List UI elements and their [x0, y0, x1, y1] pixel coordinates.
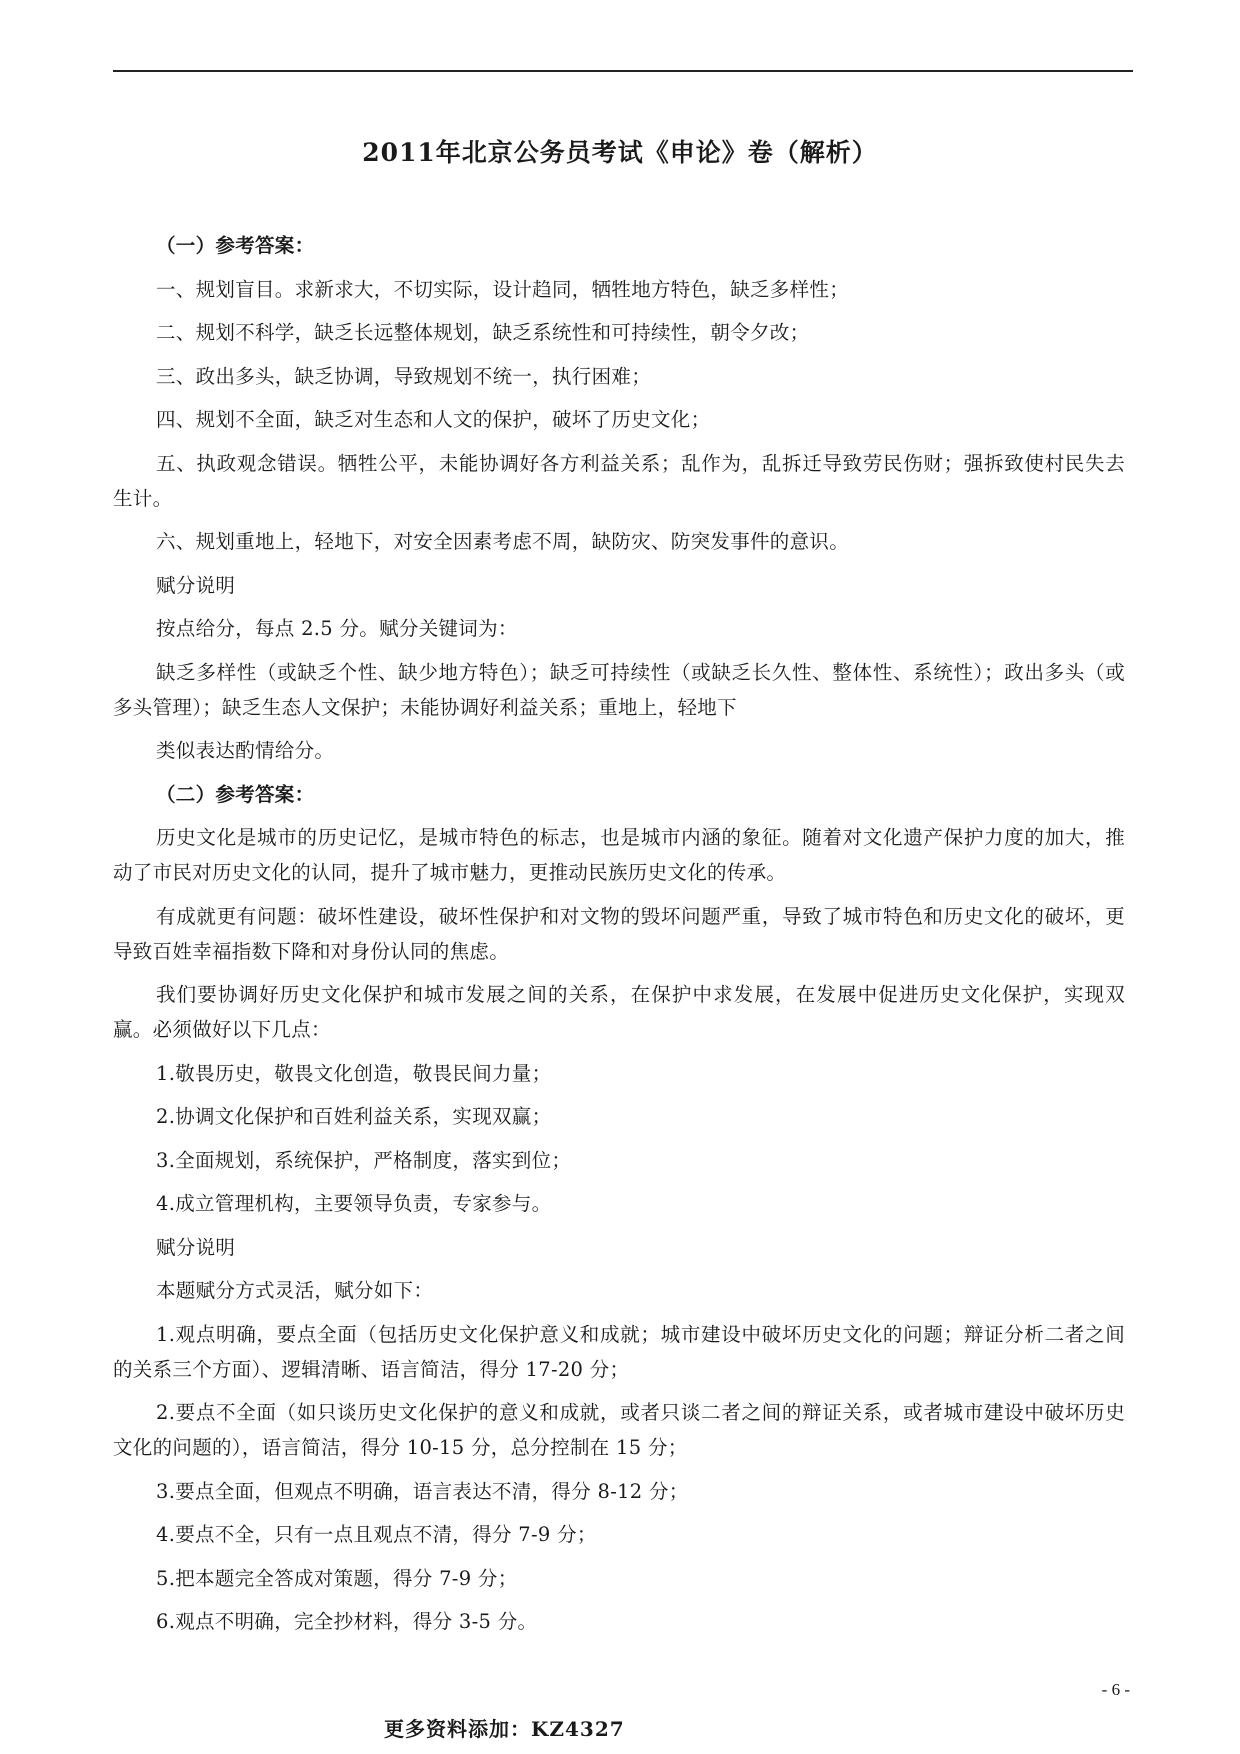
top-rule	[113, 70, 1133, 72]
section-heading-1: （一）参考答案：	[156, 234, 315, 257]
scoring-item: 4.要点不全，只有一点且观点不清，得分 7-9 分；	[156, 1523, 597, 1546]
scoring-item: 3.要点全面，但观点不明确，语言表达不清，得分 8-12 分；	[156, 1479, 689, 1503]
document-title: 2011年北京公务员考试《申论》卷（解析）	[362, 138, 878, 167]
scoring-label: 赋分说明	[156, 1235, 236, 1259]
scoring-item: 5.把本题完全答成对策题，得分 7-9 分；	[156, 1566, 518, 1590]
list-item: 2.协调文化保护和百姓利益关系，实现双赢；	[156, 1105, 552, 1128]
answer-point: 二、规划不科学，缺乏长远整体规划，缺乏系统性和可持续性，朝令夕改；	[156, 321, 810, 344]
scoring-item: 6.观点不明确，完全抄材料，得分 3-5 分。	[156, 1610, 538, 1633]
scoring-text: 按点给分，每点 2.5 分。赋分关键词为：	[156, 617, 518, 640]
scoring-keywords: 缺乏多样性（或缺乏个性、缺少地方特色）；缺乏可持续性（或缺乏长久性、整体性、系统性）；政出多头（或多头管理）；缺乏生态人文保护；未能协调好利益关系；重地上，轻地下	[113, 660, 1125, 719]
answer-paragraph: 我们要协调好历史文化保护和城市发展之间的关系，在保护中求发展，在发展中促进历史文化保护，实现双赢。必须做好以下几点：	[113, 983, 1125, 1041]
footer-note: 更多资料添加：KZ4327	[384, 1717, 625, 1741]
list-item: 4.成立管理机构，主要领导负责，专家参与。	[156, 1192, 552, 1215]
answer-paragraph: 历史文化是城市的历史记忆，是城市特色的标志，也是城市内涵的象征。随着对文化遗产保护力度的加大，推动了市民对历史文化的认同，提升了城市魅力，更推动民族历史文化的传承。	[113, 826, 1125, 884]
list-item: 1.敬畏历史，敬畏文化创造，敬畏民间力量；	[156, 1061, 552, 1085]
answer-point: 六、规划重地上，轻地下，对安全因素考虑不周，缺防灾、防突发事件的意识。	[156, 530, 850, 553]
answer-paragraph: 有成就更有问题：破坏性建设，破坏性保护和对文物的毁坏问题严重，导致了城市特色和历史文化的破坏，更导致百姓幸福指数下降和对身份认同的焦虑。	[113, 904, 1125, 963]
scoring-text: 本题赋分方式灵活，赋分如下：	[156, 1279, 434, 1302]
scoring-item: 1.观点明确，要点全面（包括历史文化保护意义和成就；城市建设中破坏历史文化的问题；辩证分析二者之间的关系三个方面）、逻辑清晰、语言简洁，得分 17-20 分；	[113, 1322, 1125, 1381]
section-heading-2: （二）参考答案：	[156, 782, 315, 806]
answer-point: 五、执政观念错误。牺牲公平，未能协调好各方利益关系；乱作为，乱拆迁导致劳民伤财；强拆致使村民失去生计。	[113, 451, 1125, 510]
answer-point: 三、政出多头，缺乏协调，导致规划不统一，执行困难；	[156, 364, 652, 388]
list-item: 3.全面规划，系统保护，严格制度，落实到位；	[156, 1148, 572, 1172]
page-number: - 6 -	[1101, 1680, 1130, 1699]
scoring-text: 类似表达酌情给分。	[156, 739, 335, 762]
scoring-item: 2.要点不全面（如只谈历史文化保护的意义和成就，或者只谈二者之间的辩证关系，或者城市建设中破坏历史文化的问题的），语言简洁，得分 10-15 分，总分控制在 15 分；	[113, 1401, 1125, 1459]
answer-point: 一、规划盲目。求新求大，不切实际，设计趋同，牺牲地方特色，缺乏多样性；	[156, 277, 850, 301]
answer-point: 四、规划不全面，缺乏对生态和人文的保护，破坏了历史文化；	[156, 408, 711, 431]
document-body	[113, 228, 1125, 1639]
scoring-label: 赋分说明	[156, 573, 236, 597]
